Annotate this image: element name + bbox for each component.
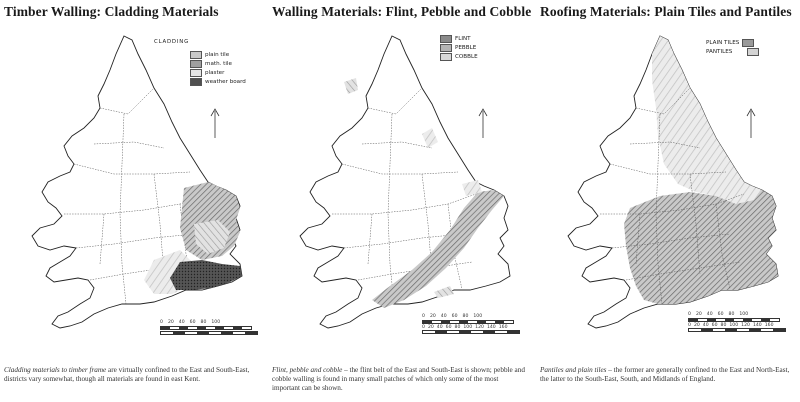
scale-tick: 40 <box>706 312 713 317</box>
scale-tick: 60 <box>711 323 718 328</box>
scale-tick: 140 <box>486 325 496 330</box>
scale-miles <box>422 314 520 319</box>
caption <box>272 366 527 393</box>
scale-tick: 20 <box>695 312 702 317</box>
legend-label: FLINT <box>455 35 471 42</box>
caption <box>4 366 259 384</box>
legend-swatch <box>190 78 202 86</box>
scale-tick: 20 <box>429 314 436 319</box>
legend-label: PANTILES <box>706 48 733 55</box>
scale-tick: 120 <box>475 325 484 330</box>
caption-text: – the former are generally confined to the East and North-East, the latter to the South-East, South, and Midlands of England. <box>540 366 790 383</box>
scale-tick: 60 <box>189 320 196 325</box>
scale-tick: 160 <box>498 325 508 330</box>
scale-bar <box>160 320 258 335</box>
legend-item <box>190 59 246 68</box>
caption-lead: Flint, pebble and cobble <box>272 366 343 374</box>
legend-item <box>190 77 246 86</box>
scale-tick: 60 <box>717 312 724 317</box>
panel-cladding <box>4 0 266 402</box>
scale-tick: 100 <box>463 325 473 330</box>
panel-title: Roofing Materials: Plain Tiles and Pantiles <box>540 4 792 19</box>
caption-lead: Cladding materials to timber frame <box>4 366 107 374</box>
scale-bar <box>688 312 786 332</box>
scale-tick: 40 <box>178 320 185 325</box>
caption-text: are virtually confined to the East and South-East, districts vary somewhat, though all materials are found in east Kent. <box>4 366 250 383</box>
scale-tick: 40 <box>440 314 447 319</box>
scale-tick: 80 <box>728 312 735 317</box>
scale-tick: 100 <box>739 312 749 317</box>
legend-item <box>706 38 759 47</box>
caption <box>540 366 795 384</box>
scale-tick: 140 <box>752 323 762 328</box>
england-wales-map <box>272 24 534 364</box>
scale-tick: 160 <box>764 323 774 328</box>
scale-bar-km <box>422 330 520 334</box>
legend-swatch <box>440 44 452 52</box>
scale-tick: 100 <box>473 314 483 319</box>
scale-tick: 60 <box>445 325 452 330</box>
scale-tick: 0 <box>688 312 691 317</box>
north-arrow-icon <box>746 108 756 138</box>
scale-tick: 0 <box>688 323 691 328</box>
legend-swatch <box>190 60 202 68</box>
legend-label: PEBBLE <box>455 44 477 51</box>
scale-tick: 0 <box>422 325 425 330</box>
legend-item <box>440 43 478 52</box>
legend-swatch <box>747 48 759 56</box>
legend-label: plaster <box>205 69 225 76</box>
plain-tiles-area <box>624 190 778 304</box>
scale-tick: 80 <box>720 323 727 328</box>
scale-bar <box>422 314 520 334</box>
legend-item <box>440 52 478 61</box>
scale-tick: 0 <box>160 320 163 325</box>
scale-miles <box>160 320 258 325</box>
scale-miles <box>688 312 786 317</box>
legend-item <box>190 50 246 59</box>
scale-tick: 60 <box>451 314 458 319</box>
scale-tick: 100 <box>211 320 221 325</box>
legend-item <box>706 47 759 56</box>
scale-bar-miles <box>688 318 780 322</box>
panel-flint <box>272 0 534 402</box>
map-legend <box>154 38 246 86</box>
caption-lead: Pantiles and plain tiles <box>540 366 607 374</box>
legend-label: plain tile <box>205 51 230 58</box>
scale-tick: 0 <box>422 314 425 319</box>
legend-swatch <box>190 51 202 59</box>
panel-title: Walling Materials: Flint, Pebble and Cobble <box>272 4 532 19</box>
scale-km <box>688 323 786 328</box>
legend-label: math. tile <box>205 60 232 67</box>
scale-tick: 40 <box>436 325 443 330</box>
north-arrow-icon <box>478 108 488 138</box>
legend-swatch <box>440 53 452 61</box>
legend-swatch <box>440 35 452 43</box>
scale-bar-km <box>160 331 258 335</box>
panel-title: Timber Walling: Cladding Materials <box>4 4 219 19</box>
scale-bar-miles <box>160 326 252 330</box>
scale-bar-km <box>688 328 786 332</box>
scale-tick: 80 <box>454 325 461 330</box>
scale-tick: 40 <box>702 323 709 328</box>
scale-tick: 20 <box>167 320 174 325</box>
scale-tick: 20 <box>693 323 700 328</box>
north-arrow-icon <box>210 108 220 138</box>
legend-label: COBBLE <box>455 53 478 60</box>
scale-tick: 80 <box>462 314 469 319</box>
map-legend <box>440 34 478 61</box>
scale-tick: 100 <box>729 323 739 328</box>
scale-tick: 80 <box>200 320 207 325</box>
panel-roofing <box>540 0 800 402</box>
pebble-patch <box>344 78 358 94</box>
map-legend <box>706 38 759 56</box>
legend-item <box>190 68 246 77</box>
legend-title: CLADDING <box>154 39 190 45</box>
legend-label: weather board <box>205 78 246 85</box>
legend-item <box>440 34 478 43</box>
legend-label: PLAIN TILES <box>706 39 740 46</box>
scale-tick: 20 <box>427 325 434 330</box>
scale-km <box>422 325 520 330</box>
legend-swatch <box>742 39 754 47</box>
caption-text: – the flint belt of the East and South-East is shown; pebble and cobble walling is found in many small patches of which only some of the most important can be shown. <box>272 366 525 392</box>
scale-tick: 120 <box>741 323 750 328</box>
scale-bar-miles <box>422 320 514 324</box>
legend-swatch <box>190 69 202 77</box>
